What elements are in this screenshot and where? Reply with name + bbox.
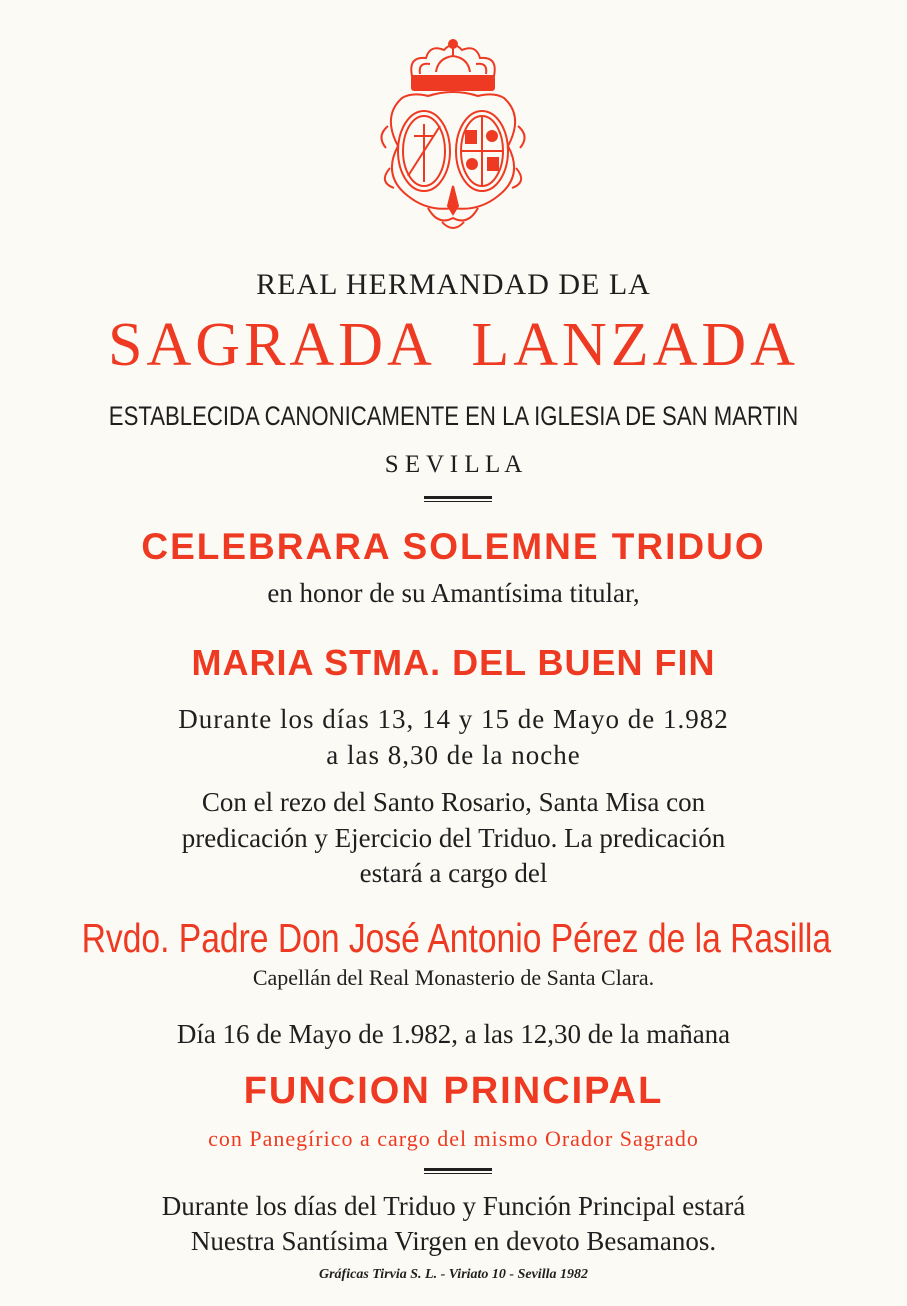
besamanos-line-2: Nuestra Santísima Virgen en devoto Besamanos. [190,1226,717,1256]
program-line-3: estará a cargo del [359,858,548,888]
triduo-dates: Durante los días 13, 14 y 15 de Mayo de 1.982 [178,704,729,734]
divider-bottom [424,1168,492,1174]
program-line-1: Con el rezo del Santo Rosario, Santa Misa con [201,787,706,817]
preacher-name: Rvdo. Padre Don José Antonio Pérez de la Rasilla [81,915,832,961]
city-name: S E V I L L A [384,451,523,478]
titular-name: MARIA STMA. DEL BUEN FIN [191,642,716,683]
printer-credit: Gráficas Tirvia S. L. - Viriato 10 - Sevilla 1982 [319,1267,588,1282]
funcion-date: Día 16 de Mayo de 1.982, a las 12,30 de la mañana [176,1019,731,1049]
honor-line: en honor de su Amantísima titular, [267,578,640,608]
brotherhood-prefix: REAL HERMANDAD DE LA [256,268,651,301]
triduo-heading: CELEBRARA SOLEMNE TRIDUO [141,526,766,567]
funcion-heading: FUNCION PRINCIPAL [243,1070,664,1112]
divider-top [424,496,492,502]
triduo-time: a las 8,30 de la noche [326,740,581,770]
established-line: ESTABLECIDA CANONICAMENTE EN LA IGLESIA DE SAN MARTIN [108,401,799,431]
brotherhood-title: SAGRADA LANZADA [108,311,799,379]
program-line-2: predicación y Ejercicio del Triduo. La predicación [181,823,726,853]
panegiric-line: con Panegírico a cargo del mismo Orador Sagrado [208,1126,699,1151]
besamanos-line-1: Durante los días del Triduo y Función Principal estará [161,1191,746,1221]
royal-crest-emblem-icon [368,36,538,234]
preacher-role: Capellán del Real Monasterio de Santa Clara. [252,965,655,990]
